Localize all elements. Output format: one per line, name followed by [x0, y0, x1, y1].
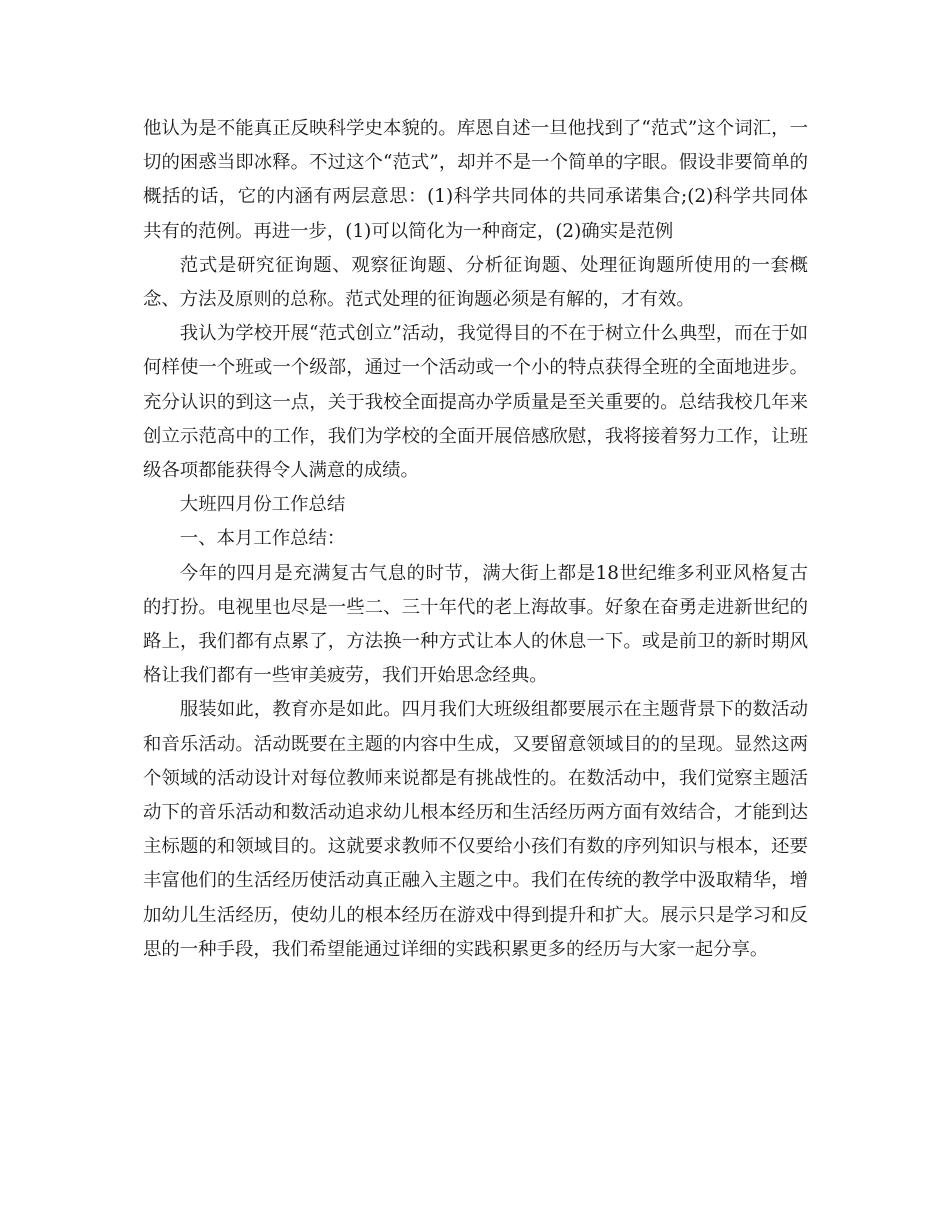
paragraph-6: 今年的四月是充满复古气息的时节，满大街上都是18世纪维多利亚风格复古的打扮。电视里也尽是一些二、三十年代的老上海故事。好象在奋勇走进新世纪的路上，我们都有点累了，方法换一种方式让本人的休息一下。或是前卫的新时期风格让我们都有一些审美疲劳，我们开始思念经典。: [143, 562, 808, 687]
paragraph-3: 我认为学校开展“范式创立”活动，我觉得目的不在于树立什么典型，而在于如何样使一个班或一个级部，通过一个活动或一个小的特点获得全班的全面地进步。充分认识的到这一点，关于我校全面提高办学质量是至关重要的。总结我校几年来创立示范高中的工作，我们为学校的全面开展倍感欣慰，我将接着努力工作，让班级各项都能获得令人满意的成绩。: [143, 323, 808, 482]
document-page: [143, 112, 808, 967]
section-title: 大班四月份工作总结: [179, 494, 346, 516]
paragraph-7: 服装如此，教育亦是如此。四月我们大班级组都要展示在主题背景下的数活动和音乐活动。活动既要在主题的内容中生成，又要留意领域目的的呈现。显然这两个领域的活动设计对每位教师来说都是有挑战性的。在数活动中，我们觉察主题活动下的音乐活动和数活动追求幼儿根本经历和生活经历两方面有效结合，才能到达主标题的和领域目的。这就要求教师不仅要给小孩们有数的序列知识与根本，还要丰富他们的生活经历使活动真正融入主题之中。我们在传统的教学中汲取精华，增加幼儿生活经历，使幼儿的根本经历在游戏中得到提升和扩大。展示只是学习和反思的一种手段，我们希望能通过详细的实践积累更多的经历与大家一起分享。: [143, 699, 808, 960]
paragraph-1: 他认为是不能真正反映科学史本貌的。库恩自述一旦他找到了“范式”这个词汇，一切的困惑当即冰释。不过这个“范式”，却并不是一个简单的字眼。假设非要简单的概括的话，它的内涵有两层意思：(1)科学共同体的共同承诺集合;(2)科学共同体共有的范例。再进一步，(1)可以简化为一种商定，(2)确实是范例: [143, 118, 808, 242]
paragraph-2: 范式是研究征询题、观察征询题、分析征询题、处理征询题所使用的一套概念、方法及原则的总称。范式处理的征询题必须是有解的，才有效。: [143, 254, 808, 311]
section-heading: 一、本月工作总结：: [179, 528, 346, 550]
